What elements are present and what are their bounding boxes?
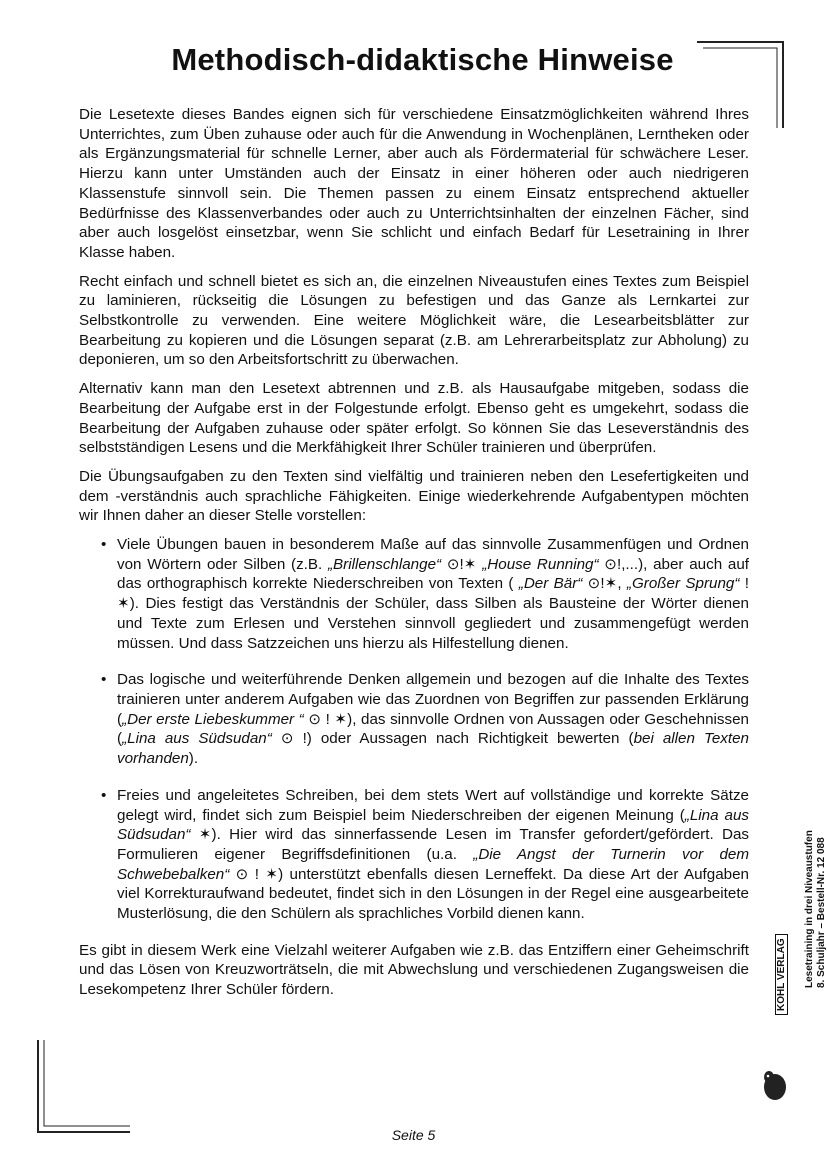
paragraph-intro: Die Lesetexte dieses Bandes eignen sich für verschiedene Einsatzmöglichkeiten während Ihres Unterrichtes, zum Üben zuhause oder auch für die Anwendung in Wochenplänen, Lerntheken oder als Ergänzungsmaterial für schnelle Lerner, aber auch als Fördermaterial für schwächere Leser. Hierzu kann unter Umständen auch der Einsatz in einer höheren oder auch niedrigeren Klassenstufe sinnvoll sein. Die Themen passen zu einem Einsatz entsprechend aktueller Bedürfnisse des Klassenverbandes oder auch zu Unterrichtsinhalten der einzelnen Fächer, sind aber auch losgelöst einsetzbar, wenn Sie schlicht und einfach Bedarf für Lesetraining in Ihrer Klasse haben. [79, 106, 749, 261]
bullet-icon: • [101, 671, 107, 689]
list-item: • Freies und angeleitetes Schreiben, bei dem stets Wert auf vollständige und korrekte Sätze gelegt wird, findet sich zum Beispiel beim Niederschreiben der eigenen Meinung („Lina aus Südsudan“ ✶). Hier wird das sinnerfassende Lesen im Transfer gefordert/gefördert. Das Formulieren eigener Begriffsdefinitionen (u.a. „Die Angst der Turnerin vor dem Schwebebalken“ ⊙ ! ✶) unterstützt ebenfalls diesen Lerneffekt. Da diese Art der Aufgaben viel Korrekturaufwand bedeutet, findet sich in den Lösungen in der Regel eine ausgearbeitete Musterlösung, die den Schülern als sprachliches Vorbild dienen kann. [101, 786, 750, 923]
page-number: Seite 5 [391, 1127, 436, 1143]
bullet-icon: • [101, 536, 107, 554]
list-item: • Viele Übungen bauen in besonderem Maße auf das sinnvolle Zusammenfügen und Ordnen von Wörtern oder Silben (z.B. „Brillenschlange“ ⊙!✶ „House Running“ ⊙!,...), aber auch auf das orthographisch korrekte Niederschreiben von Texten ( „Der Bär“ ⊙!✶, „Großer Sprung“ ! ✶). Dies festigt das Verständnis der Schüler, dass Silben als Bausteine der Wörter dienen und Texte zum Erlesen und Verstehen sinnvoll gegliedert und zusammengefügt werden müssen. Und dass Satzzeichen uns hierzu als Hilfestellung dienen. [101, 536, 749, 652]
paragraph-weitere-aufgaben: Es gibt in diesem Werk eine Vielzahl weiterer Aufgaben wie z.B. das Entziffern einer Geheimschrift und das Lösen von Kreuzworträtseln, die mit Abwechslung und verschiedenen Zugangsweisen die Lesekompetenz Ihrer Schüler fördern. [79, 941, 749, 999]
bullet-icon: • [101, 786, 107, 804]
publisher-logo: KOHL VERLAG [775, 934, 788, 1015]
paragraph-lernkartei: Recht einfach und schnell bietet es sich an, die einzelnen Niveaustufen eines Textes zum Beispiel zu laminieren, rückseitig die Lösungen zu befestigen und das Ganze als Lernkartei zur Selbstkontrolle zu verwenden. Eine weitere Möglichkeit wäre, die Lesearbeitsblätter zur Bearbeitung zu kopieren und die Lösungen separat (z.B. am Lehrerarbeitsplatz zur Abholung) zu deponieren, um so den Arbeitsfortschritt zu überwachen. [79, 272, 749, 369]
sidebar-order-number: 8. Schuljahr – Bestell-Nr. 12 088 [816, 837, 827, 988]
publisher-mascot-icon [760, 1067, 788, 1103]
task-type-list [79, 535, 749, 924]
corner-frame-bottom-left [36, 1040, 132, 1134]
sidebar-book-info [804, 830, 827, 988]
paragraph-hausaufgabe: Alternativ kann man den Lesetext abtrennen und z.B. als Hausaufgabe mitgeben, sodass die Bearbeitung der Aufgabe erst in der Folgestunde erfolgt. Ebenso geht es umgekehrt, sodass die Bearbeitung der Aufgaben zuhause oder später erfolgt. So können Sie das Leseverständnis des selbstständigen Lesens und die Merkfähigkeit Ihrer Schüler trainieren und überprüfen. [79, 380, 749, 457]
main-content [79, 105, 749, 1009]
paragraph-aufgabentypen: Die Übungsaufgaben zu den Texten sind vielfältig und trainieren neben den Lesefertigkeiten und dem -verständnis auch sprachliche Fähigkeiten. Einige wiederkehrende Aufgabentypen möchten wir Ihnen daher an dieser Stelle vorstellen: [79, 467, 749, 525]
sidebar-series-title: Lesetraining in drei Niveaustufen [804, 830, 815, 988]
list-item: • Das logische und weiterführende Denken allgemein und bezogen auf die Inhalte des Textes trainieren unter anderem Aufgaben wie das Zuordnen von Begriffen zur passenden Erklärung („Der erste Liebeskummer “ ⊙ ! ✶), das sinnvolle Ordnen von Aussagen oder Geschehnissen („Lina aus Südsudan“ ⊙ !) oder Aussagen nach Richtigkeit bewerten (bei allen Texten vorhanden). [101, 671, 749, 768]
page-title: Methodisch-didaktische Hinweise [171, 42, 674, 77]
